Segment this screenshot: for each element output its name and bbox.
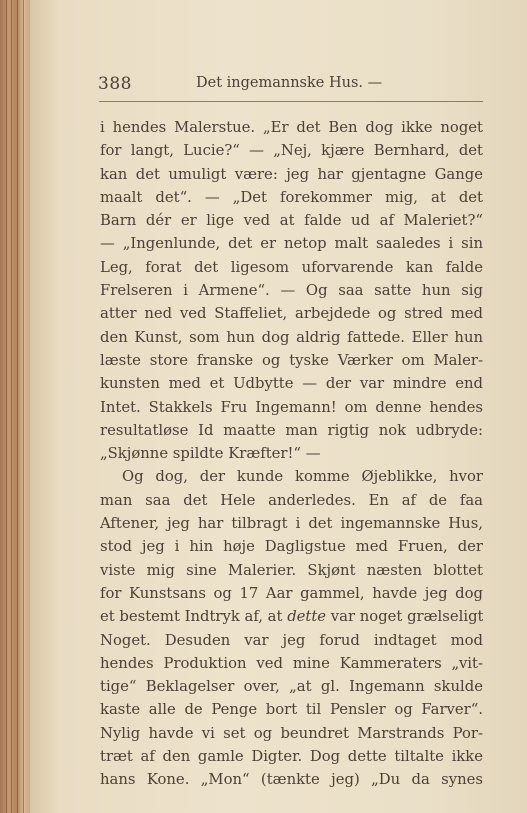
text-line: Nylig havde vi set og beundret Marstrands Por- (100, 724, 483, 742)
text-line: kan det umuligt være: jeg har gjentagne Gange (100, 165, 483, 183)
text-line: i hendes Malerstue. „Er det Ben dog ikke noget (100, 119, 483, 136)
text-line: resultatløse Id maatte man rigtig nok udbryde: (100, 421, 483, 439)
paragraph-1 (100, 116, 483, 465)
paragraph-2 (100, 465, 483, 791)
page-edge-line (11, 0, 12, 813)
page-edge-line (23, 0, 24, 813)
text-line: man saa det Hele anderledes. En af de faa (100, 491, 483, 509)
italic-word: dette (287, 608, 327, 626)
text-line: — „Ingenlunde, det er netop malt saaledes i sin (100, 235, 483, 253)
text-line: Og dog, der kunde komme Øjeblikke, hvor (122, 468, 483, 486)
text-line: stod jeg i hin høje Dagligstue med Fruen, der (100, 538, 483, 556)
text-line: „Skjønne spildte Kræfter!“ — (100, 445, 321, 463)
text-line: viste mig sine Malerier. Skjønt næsten blottet (100, 561, 483, 579)
text-segment: et bestemt Indtryk af, at (100, 608, 283, 626)
book-spine-edge (0, 0, 30, 813)
text-line: den Kunst, som hun dog aldrig fattede. Eller hun (100, 328, 483, 346)
text-line: kaste alle de Penge bort til Pensler og Farver“. (100, 701, 483, 719)
text-line: Intet. Stakkels Fru Ingemann! om denne hendes (100, 398, 483, 416)
text-line: atter ned ved Staffeliet, arbejdede og stred med (100, 305, 483, 323)
running-head-title: Det ingemannske Hus. — (196, 75, 383, 91)
page-number: 388 (98, 74, 132, 94)
text-line: Aftener, jeg har tilbragt i det ingemannske Hus, (100, 515, 483, 533)
text-line: maalt det“. — „Det forekommer mig, at det (100, 188, 483, 206)
text-line: tige“ Beklagelser over, „at gl. Ingemann skulde (100, 678, 483, 696)
running-head (98, 70, 488, 96)
text-line: Frelseren i Armene“. — Og saa satte hun sig (100, 282, 483, 300)
header-rule (99, 101, 483, 102)
text-line-with-italic (100, 605, 483, 628)
text-segment: var noget grælseligt (330, 608, 483, 626)
text-line: træt af den gamle Digter. Dog dette tiltalte ikke (100, 748, 483, 766)
body-text (100, 116, 483, 792)
text-line: hans Kone. „Mon“ (tænkte jeg) „Du da synes (100, 771, 483, 789)
page-edge-line (6, 0, 7, 813)
text-line: hendes Produktion ved mine Kammeraters „vit- (100, 654, 483, 672)
text-line: Barn dér er lige ved at falde ud af Maleriet?“ (100, 212, 483, 230)
page-edge-line (17, 0, 18, 813)
text-line: for Kunstsans og 17 Aar gammel, havde jeg dog (100, 584, 483, 602)
text-line: Leg, forat det ligesom uforvarende kan falde (100, 258, 483, 276)
text-line: kunsten med et Udbytte — der var mindre end (100, 375, 483, 393)
text-line: læste store franske og tyske Værker om Maler- (100, 351, 483, 369)
text-line: Noget. Desuden var jeg forud indtaget mod (100, 631, 483, 649)
text-line: for langt, Lucie?“ — „Nej, kjære Bernhard, det (100, 142, 483, 160)
